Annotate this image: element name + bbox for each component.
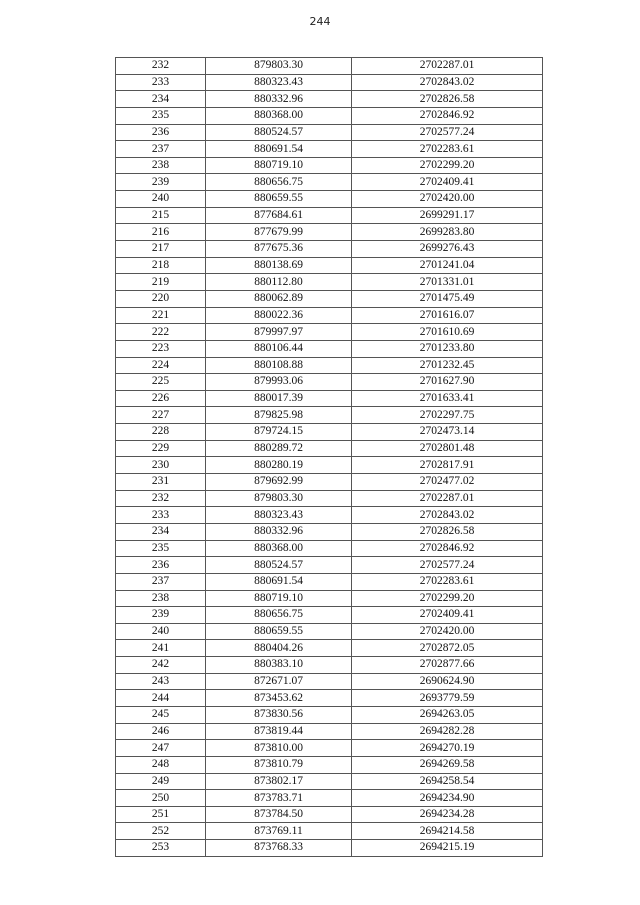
x-coordinate-cell: 880017.39 [206,390,352,407]
table-row [116,324,543,341]
y-coordinate-cell: 2694214.58 [352,823,543,840]
table-row [116,241,543,258]
x-coordinate-cell: 880108.88 [206,357,352,374]
y-coordinate-cell: 2702801.48 [352,440,543,457]
table-row [116,673,543,690]
x-coordinate-cell: 877684.61 [206,207,352,224]
table-row [116,124,543,141]
y-coordinate-cell: 2694282.28 [352,723,543,740]
point-number-cell: 232 [116,58,206,75]
point-number-cell: 225 [116,374,206,391]
y-coordinate-cell: 2702409.41 [352,607,543,624]
coordinates-table [115,57,543,857]
page-number: 244 [309,15,331,28]
table-row [116,640,543,657]
y-coordinate-cell: 2702843.02 [352,74,543,91]
x-coordinate-cell: 880404.26 [206,640,352,657]
y-coordinate-cell: 2702826.58 [352,523,543,540]
y-coordinate-cell: 2702817.91 [352,457,543,474]
table-row [116,557,543,574]
x-coordinate-cell: 880022.36 [206,307,352,324]
table-row [116,523,543,540]
x-coordinate-cell: 873783.71 [206,790,352,807]
x-coordinate-cell: 880323.43 [206,74,352,91]
x-coordinate-cell: 880659.55 [206,623,352,640]
point-number-cell: 236 [116,124,206,141]
table-row [116,340,543,357]
y-coordinate-cell: 2702843.02 [352,507,543,524]
x-coordinate-cell: 880524.57 [206,124,352,141]
y-coordinate-cell: 2702826.58 [352,91,543,108]
point-number-cell: 233 [116,507,206,524]
table-row [116,657,543,674]
point-number-cell: 239 [116,607,206,624]
table-row [116,490,543,507]
table-row [116,623,543,640]
table-row [116,374,543,391]
table-row [116,474,543,491]
point-number-cell: 252 [116,823,206,840]
point-number-cell: 251 [116,806,206,823]
point-number-cell: 243 [116,673,206,690]
y-coordinate-cell: 2694234.90 [352,790,543,807]
point-number-cell: 234 [116,523,206,540]
x-coordinate-cell: 879803.30 [206,58,352,75]
point-number-cell: 226 [116,390,206,407]
x-coordinate-cell: 873830.56 [206,706,352,723]
point-number-cell: 250 [116,790,206,807]
point-number-cell: 237 [116,141,206,158]
x-coordinate-cell: 880691.54 [206,573,352,590]
x-coordinate-cell: 877675.36 [206,241,352,258]
table-row [116,357,543,374]
x-coordinate-cell: 873802.17 [206,773,352,790]
y-coordinate-cell: 2694270.19 [352,740,543,757]
point-number-cell: 247 [116,740,206,757]
y-coordinate-cell: 2701241.04 [352,257,543,274]
y-coordinate-cell: 2701475.49 [352,290,543,307]
table-row [116,723,543,740]
point-number-cell: 228 [116,424,206,441]
point-number-cell: 236 [116,557,206,574]
point-number-cell: 235 [116,540,206,557]
point-number-cell: 238 [116,590,206,607]
y-coordinate-cell: 2701616.07 [352,307,543,324]
y-coordinate-cell: 2694269.58 [352,756,543,773]
table-row [116,91,543,108]
x-coordinate-cell: 879993.06 [206,374,352,391]
y-coordinate-cell: 2702473.14 [352,424,543,441]
y-coordinate-cell: 2702577.24 [352,557,543,574]
x-coordinate-cell: 880112.80 [206,274,352,291]
y-coordinate-cell: 2701232.45 [352,357,543,374]
y-coordinate-cell: 2694258.54 [352,773,543,790]
x-coordinate-cell: 879825.98 [206,407,352,424]
table-row [116,440,543,457]
point-number-cell: 229 [116,440,206,457]
point-number-cell: 237 [116,573,206,590]
x-coordinate-cell: 880691.54 [206,141,352,158]
x-coordinate-cell: 880719.10 [206,157,352,174]
table-row [116,690,543,707]
point-number-cell: 230 [116,457,206,474]
point-number-cell: 240 [116,191,206,208]
table-row [116,507,543,524]
table-row [116,307,543,324]
table-row [116,740,543,757]
x-coordinate-cell: 880368.00 [206,107,352,124]
x-coordinate-cell: 880289.72 [206,440,352,457]
y-coordinate-cell: 2694234.28 [352,806,543,823]
point-number-cell: 241 [116,640,206,657]
x-coordinate-cell: 877679.99 [206,224,352,241]
y-coordinate-cell: 2702846.92 [352,540,543,557]
y-coordinate-cell: 2702420.00 [352,623,543,640]
table-row [116,74,543,91]
y-coordinate-cell: 2699291.17 [352,207,543,224]
point-number-cell: 227 [116,407,206,424]
y-coordinate-cell: 2694263.05 [352,706,543,723]
y-coordinate-cell: 2701610.69 [352,324,543,341]
point-number-cell: 242 [116,657,206,674]
x-coordinate-cell: 880138.69 [206,257,352,274]
x-coordinate-cell: 873453.62 [206,690,352,707]
x-coordinate-cell: 879997.97 [206,324,352,341]
y-coordinate-cell: 2699276.43 [352,241,543,258]
point-number-cell: 224 [116,357,206,374]
x-coordinate-cell: 879803.30 [206,490,352,507]
x-coordinate-cell: 880524.57 [206,557,352,574]
x-coordinate-cell: 873810.00 [206,740,352,757]
x-coordinate-cell: 873810.79 [206,756,352,773]
x-coordinate-cell: 880323.43 [206,507,352,524]
point-number-cell: 219 [116,274,206,291]
y-coordinate-cell: 2702877.66 [352,657,543,674]
table-row [116,390,543,407]
x-coordinate-cell: 873769.11 [206,823,352,840]
x-coordinate-cell: 873768.33 [206,840,352,857]
table-row [116,191,543,208]
table-row [116,407,543,424]
point-number-cell: 234 [116,91,206,108]
x-coordinate-cell: 880280.19 [206,457,352,474]
point-number-cell: 246 [116,723,206,740]
y-coordinate-cell: 2702872.05 [352,640,543,657]
point-number-cell: 215 [116,207,206,224]
table-row [116,257,543,274]
point-number-cell: 233 [116,74,206,91]
y-coordinate-cell: 2702283.61 [352,141,543,158]
x-coordinate-cell: 873819.44 [206,723,352,740]
y-coordinate-cell: 2701633.41 [352,390,543,407]
table-row [116,157,543,174]
point-number-cell: 231 [116,474,206,491]
y-coordinate-cell: 2702297.75 [352,407,543,424]
table-row [116,840,543,857]
point-number-cell: 244 [116,690,206,707]
table-row [116,773,543,790]
x-coordinate-cell: 880383.10 [206,657,352,674]
x-coordinate-cell: 880656.75 [206,607,352,624]
point-number-cell: 217 [116,241,206,258]
x-coordinate-cell: 872671.07 [206,673,352,690]
point-number-cell: 218 [116,257,206,274]
point-number-cell: 220 [116,290,206,307]
x-coordinate-cell: 880719.10 [206,590,352,607]
table-row [116,823,543,840]
x-coordinate-cell: 880106.44 [206,340,352,357]
y-coordinate-cell: 2694215.19 [352,840,543,857]
x-coordinate-cell: 873784.50 [206,806,352,823]
x-coordinate-cell: 880656.75 [206,174,352,191]
x-coordinate-cell: 880332.96 [206,91,352,108]
y-coordinate-cell: 2702287.01 [352,490,543,507]
point-number-cell: 235 [116,107,206,124]
y-coordinate-cell: 2702287.01 [352,58,543,75]
y-coordinate-cell: 2702299.20 [352,590,543,607]
x-coordinate-cell: 879692.99 [206,474,352,491]
x-coordinate-cell: 879724.15 [206,424,352,441]
table-row [116,790,543,807]
y-coordinate-cell: 2702420.00 [352,191,543,208]
point-number-cell: 222 [116,324,206,341]
x-coordinate-cell: 880659.55 [206,191,352,208]
table-row [116,424,543,441]
coordinates-table-body [116,58,543,857]
table-row [116,457,543,474]
x-coordinate-cell: 880368.00 [206,540,352,557]
table-row [116,607,543,624]
table-row [116,58,543,75]
table-row [116,706,543,723]
table-row [116,107,543,124]
point-number-cell: 249 [116,773,206,790]
point-number-cell: 232 [116,490,206,507]
point-number-cell: 248 [116,756,206,773]
point-number-cell: 221 [116,307,206,324]
table-row [116,141,543,158]
y-coordinate-cell: 2693779.59 [352,690,543,707]
y-coordinate-cell: 2701233.80 [352,340,543,357]
y-coordinate-cell: 2702846.92 [352,107,543,124]
point-number-cell: 238 [116,157,206,174]
table-row [116,573,543,590]
y-coordinate-cell: 2702577.24 [352,124,543,141]
point-number-cell: 253 [116,840,206,857]
point-number-cell: 240 [116,623,206,640]
table-row [116,756,543,773]
y-coordinate-cell: 2701331.01 [352,274,543,291]
table-row [116,224,543,241]
y-coordinate-cell: 2701627.90 [352,374,543,391]
y-coordinate-cell: 2690624.90 [352,673,543,690]
table-row [116,540,543,557]
table-row [116,290,543,307]
table-row [116,590,543,607]
x-coordinate-cell: 880062.89 [206,290,352,307]
y-coordinate-cell: 2699283.80 [352,224,543,241]
point-number-cell: 245 [116,706,206,723]
point-number-cell: 216 [116,224,206,241]
table-row [116,274,543,291]
point-number-cell: 223 [116,340,206,357]
table-row [116,806,543,823]
point-number-cell: 239 [116,174,206,191]
y-coordinate-cell: 2702409.41 [352,174,543,191]
y-coordinate-cell: 2702299.20 [352,157,543,174]
y-coordinate-cell: 2702283.61 [352,573,543,590]
y-coordinate-cell: 2702477.02 [352,474,543,491]
table-row [116,174,543,191]
x-coordinate-cell: 880332.96 [206,523,352,540]
table-row [116,207,543,224]
